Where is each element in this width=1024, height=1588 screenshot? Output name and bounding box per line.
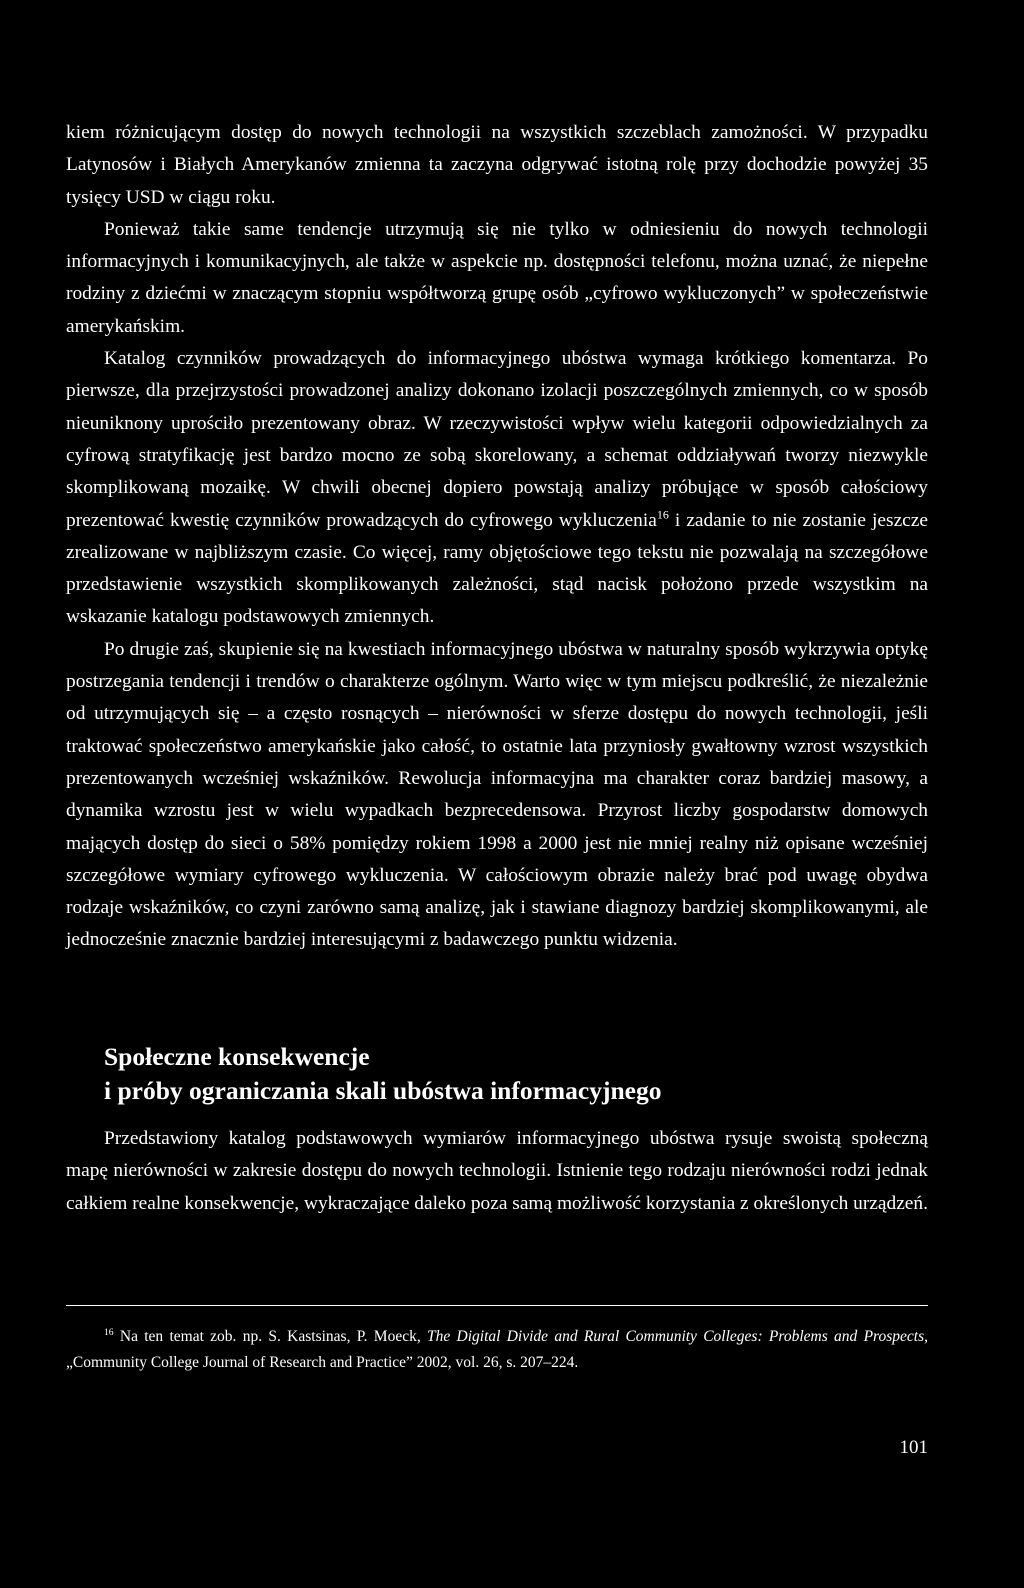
footnote-number: 16 — [104, 1326, 114, 1338]
footnote-details: , „Community College Journal of Research and Practice” 2002, vol. 26, s. 207–224. — [66, 1328, 928, 1371]
section-heading-line-1: Społeczne konsekwencje — [104, 1042, 370, 1071]
paragraph-1: kiem różnicującym dostęp do nowych technologii na wszystkich szczeblach zamożności. W przypadku Latynosów i Białych Amerykanów zmienna ta zaczyna odgrywać istotną rolę przy dochodzie powyżej 35 tysięcy USD w ciągu roku. — [66, 122, 928, 208]
footnote-16 — [66, 1324, 928, 1375]
section-body — [66, 1123, 928, 1220]
footnote-authors: Na ten temat zob. np. S. Kastsinas, P. Moeck, — [113, 1328, 427, 1345]
section-heading-line-2: i próby ograniczania skali ubóstwa informacyjnego — [104, 1076, 662, 1105]
paragraph-3-text-b: i zadanie to nie zostanie jeszcze zrealizowane w najbliższym czasie. Co więcej, ramy objętościowe tego tekstu nie pozwalają na szczegółowe przedstawienie wszystkich skomplikowanych zależności, stąd nacisk położono przede wszystkim na wskazanie katalogu podstawowych zmiennych. — [66, 509, 928, 628]
footnotes — [66, 1324, 928, 1375]
footnote-reference-16[interactable]: 16 — [656, 507, 669, 522]
page-number: 101 — [899, 1437, 928, 1458]
section-paragraph-1: Przedstawiony katalog podstawowych wymiarów informacyjnego ubóstwa rysuje swoistą społeczną mapę nierówności w zakresie dostępu do nowych technologii. Istnienie tego rodzaju nierówności rodzi jednak całkiem realne konsekwencje, wykraczające daleko poza samą możliwość korzystania z określonych urządzeń. — [66, 1128, 928, 1214]
paragraph-2: Ponieważ takie same tendencje utrzymują się nie tylko w odniesieniu do nowych technologii informacyjnych i komunikacyjnych, ale także w aspekcie np. dostępności telefonu, można uznać, że niepełne rodziny z dziećmi w znaczącym stopniu współtworzą grupę osób „cyfrowo wykluczonych” w społeczeństwie amerykańskim. — [66, 218, 928, 337]
paragraph-3-text-a: Katalog czynników prowadzących do informacyjnego ubóstwa wymaga krótkiego komentarza. Po pierwsze, dla przejrzystości prowadzonej analizy dokonano izolacji poszczególnych zmiennych, co w sposób nieuniknony uprościło prezentowany obraz. W rzeczywistości wpływ wielu kategorii odpowiedzialnych za cyfrową stratyfikację jest bardzo mocno ze sobą skorelowany, a schemat oddziaływań tworzy niezwykle skomplikowaną mozaikę. W chwili obecnej dopiero powstają analizy próbujące w sposób całościowy prezentować kwestię czynników prowadzących do cyfrowego wykluczenia — [66, 348, 928, 531]
footnote-divider — [66, 1305, 928, 1306]
section-heading — [66, 1040, 928, 1108]
paragraph-3 — [66, 343, 928, 634]
paragraph-4: Po drugie zaś, skupienie się na kwestiach informacyjnego ubóstwa w naturalny sposób wykrzywia optykę postrzegania tendencji i trendów o charakterze ogólnym. Warto więc w tym miejscu podkreślić, że niezależnie od utrzymujących się – a często rosnących – nierówności w sferze dostępu do nowych technologii, jeśli traktować społeczeństwo amerykańskie jako całość, to ostatnie lata przyniosły gwałtowny wzrost wszystkich prezentowanych wcześniej wskaźników. Rewolucja informacyjna ma charakter coraz bardziej masowy, a dynamika wzrostu jest w wielu wypadkach bezprecedensowa. Przyrost liczby gospodarstw domowych mających dostęp do sieci o 58% pomiędzy rokiem 1998 a 2000 jest nie mniej realny niż opisane wcześniej szczegółowe wymiary cyfrowego wykluczenia. W całościowym obrazie należy brać pod uwagę obydwa rodzaje wskaźników, co czyni zarówno samą analizę, jak i stawiane diagnozy bardziej skomplikowanymi, ale jednocześnie znacznie bardziej interesującymi z badawczego punktu widzenia. — [66, 638, 928, 951]
footnote-title: The Digital Divide and Rural Community Colleges: Problems and Prospects — [427, 1328, 925, 1345]
body-text — [66, 117, 928, 957]
